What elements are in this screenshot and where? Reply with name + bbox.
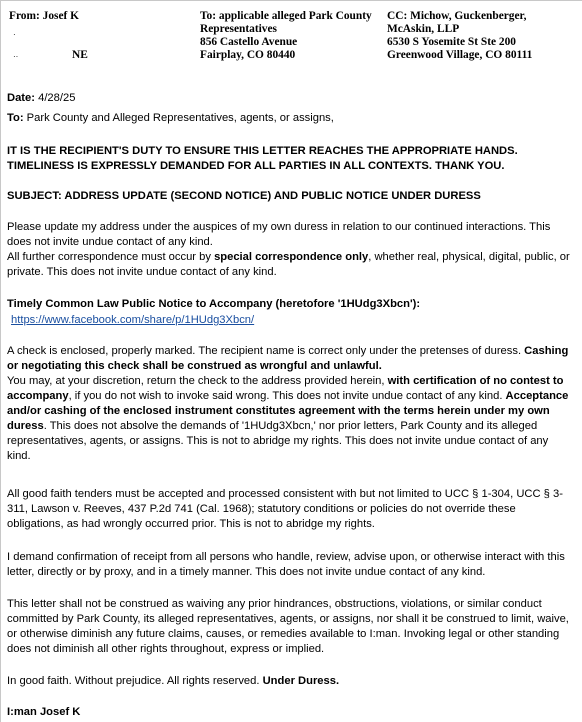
address-update-paragraph xyxy=(7,220,573,280)
to-line xyxy=(7,111,573,126)
paragraph-text: , whether real, physical, digital, public, or private. This does not invite undue contact of any kind. xyxy=(7,251,570,278)
dot-mark: ·· xyxy=(13,52,19,61)
dot-mark: · xyxy=(13,30,16,39)
cc-address-block xyxy=(387,10,532,62)
certification-text: with certification of no contest to accompany xyxy=(7,375,564,402)
cc-address-line: 6530 S Yosemite St Ste 200 xyxy=(387,36,516,48)
date-value: 4/28/25 xyxy=(38,92,76,104)
public-notice-title: Timely Common Law Public Notice to Accompany (heretofore '1HUdg3Xbcn'): xyxy=(7,298,421,310)
good-faith-tenders-paragraph: All good faith tenders must be accepted and processed consistent with but not limited to UCC § 1-304, UCC § 3-311, Lawson v. Reeves, 437 P.2d 741 (Cal. 1968); statutory conditions or policies do not override these obligations, as had wrongly occurred prior. This is not to abridge my rights. xyxy=(7,488,563,530)
date-label: Date: xyxy=(7,92,35,104)
from-line: From: Josef K xyxy=(9,10,80,22)
to-value: Park County and Alleged Representatives, agents, or assigns, xyxy=(26,112,334,124)
paragraph-text: A check is enclosed, properly marked. The recipient name is correct only under the pretenses of duress. xyxy=(7,345,525,357)
public-notice-link[interactable]: https://www.facebook.com/share/p/1HUdg3Xbcn/ xyxy=(11,314,255,326)
ne-label: NE xyxy=(72,49,88,61)
public-notice-link-row xyxy=(11,313,577,328)
special-correspondence-text: special correspondence only xyxy=(214,251,369,263)
to-address-line: 856 Castello Avenue xyxy=(200,36,298,48)
under-duress-text: Under Duress. xyxy=(262,675,340,687)
paragraph-text: . This does not absolve the demands of '1HUdg3Xbcn,' nor prior letters, Park County and its alleged representatives, agents, or assigns. This is not to abridge my rights. This does not invite undue contact of any kind. xyxy=(7,420,549,462)
acceptance-text: Acceptance and/or cashing of the enclosed instrument constitutes agreement with the terms herein under my own duress xyxy=(7,390,569,432)
closing-line xyxy=(7,674,573,689)
confirmation-paragraph: I demand confirmation of receipt from all persons who handle, review, advise upon, or otherwise interact with this letter, directly or by proxy, and in a timely manner. This does not invite undue contact of any kind. xyxy=(7,551,565,578)
to-address-line: Representatives xyxy=(200,23,277,35)
subject-line: SUBJECT: ADDRESS UPDATE (SECOND NOTICE) AND PUBLIC NOTICE UNDER DURESS xyxy=(7,190,481,202)
closing-text: In good faith. Without prejudice. All rights reserved. xyxy=(7,675,263,687)
no-waiver-paragraph: This letter shall not be construed as waiving any prior hindrances, obstructions, violations, or similar conduct committed by Park County, its alleged representatives, agents, or assigns, nor shall it be construed to limit, waive, or otherwise diminish any future claims, causes, or remedies available to I:man. Invoking legal or other standing does not diminish all other rights throughout, express or implied. xyxy=(7,598,569,655)
paragraph-text: Please update my address under the auspices of my own duress in relation to our continued interactions. This does not invite undue contact of any kind. xyxy=(7,221,551,248)
cc-address-line: CC: Michow, Guckenberger, xyxy=(387,10,527,22)
to-address-block xyxy=(200,10,372,62)
to-address-line: To: applicable alleged Park County xyxy=(200,10,372,22)
paragraph-text: All further correspondence must occur by xyxy=(7,251,215,263)
cashing-warning-text: Cashing or negotiating this check shall be construed as wrongful and unlawful. xyxy=(7,345,569,372)
signature: I:man Josef K xyxy=(7,706,81,718)
to-label: To: xyxy=(7,112,24,124)
cc-address-line: Greenwood Village, CO 80111 xyxy=(387,49,533,61)
paragraph-text: , if you do not wish to invoke said wrong. This does not invite undue contact of any kind. xyxy=(68,390,506,402)
to-address-line: Fairplay, CO 80440 xyxy=(200,49,296,61)
date-line xyxy=(7,91,573,106)
check-paragraph xyxy=(7,344,573,464)
cc-address-line: McAskin, LLP xyxy=(387,23,460,35)
duty-notice: IT IS THE RECIPIENT'S DUTY TO ENSURE THIS LETTER REACHES THE APPROPRIATE HANDS. TIMELINESS IS EXPRESSLY DEMANDED FOR ALL PARTIES IN ALL CONTEXTS. THANK YOU. xyxy=(7,145,518,172)
paragraph-text: You may, at your discretion, return the check to the address provided herein, xyxy=(7,375,388,387)
